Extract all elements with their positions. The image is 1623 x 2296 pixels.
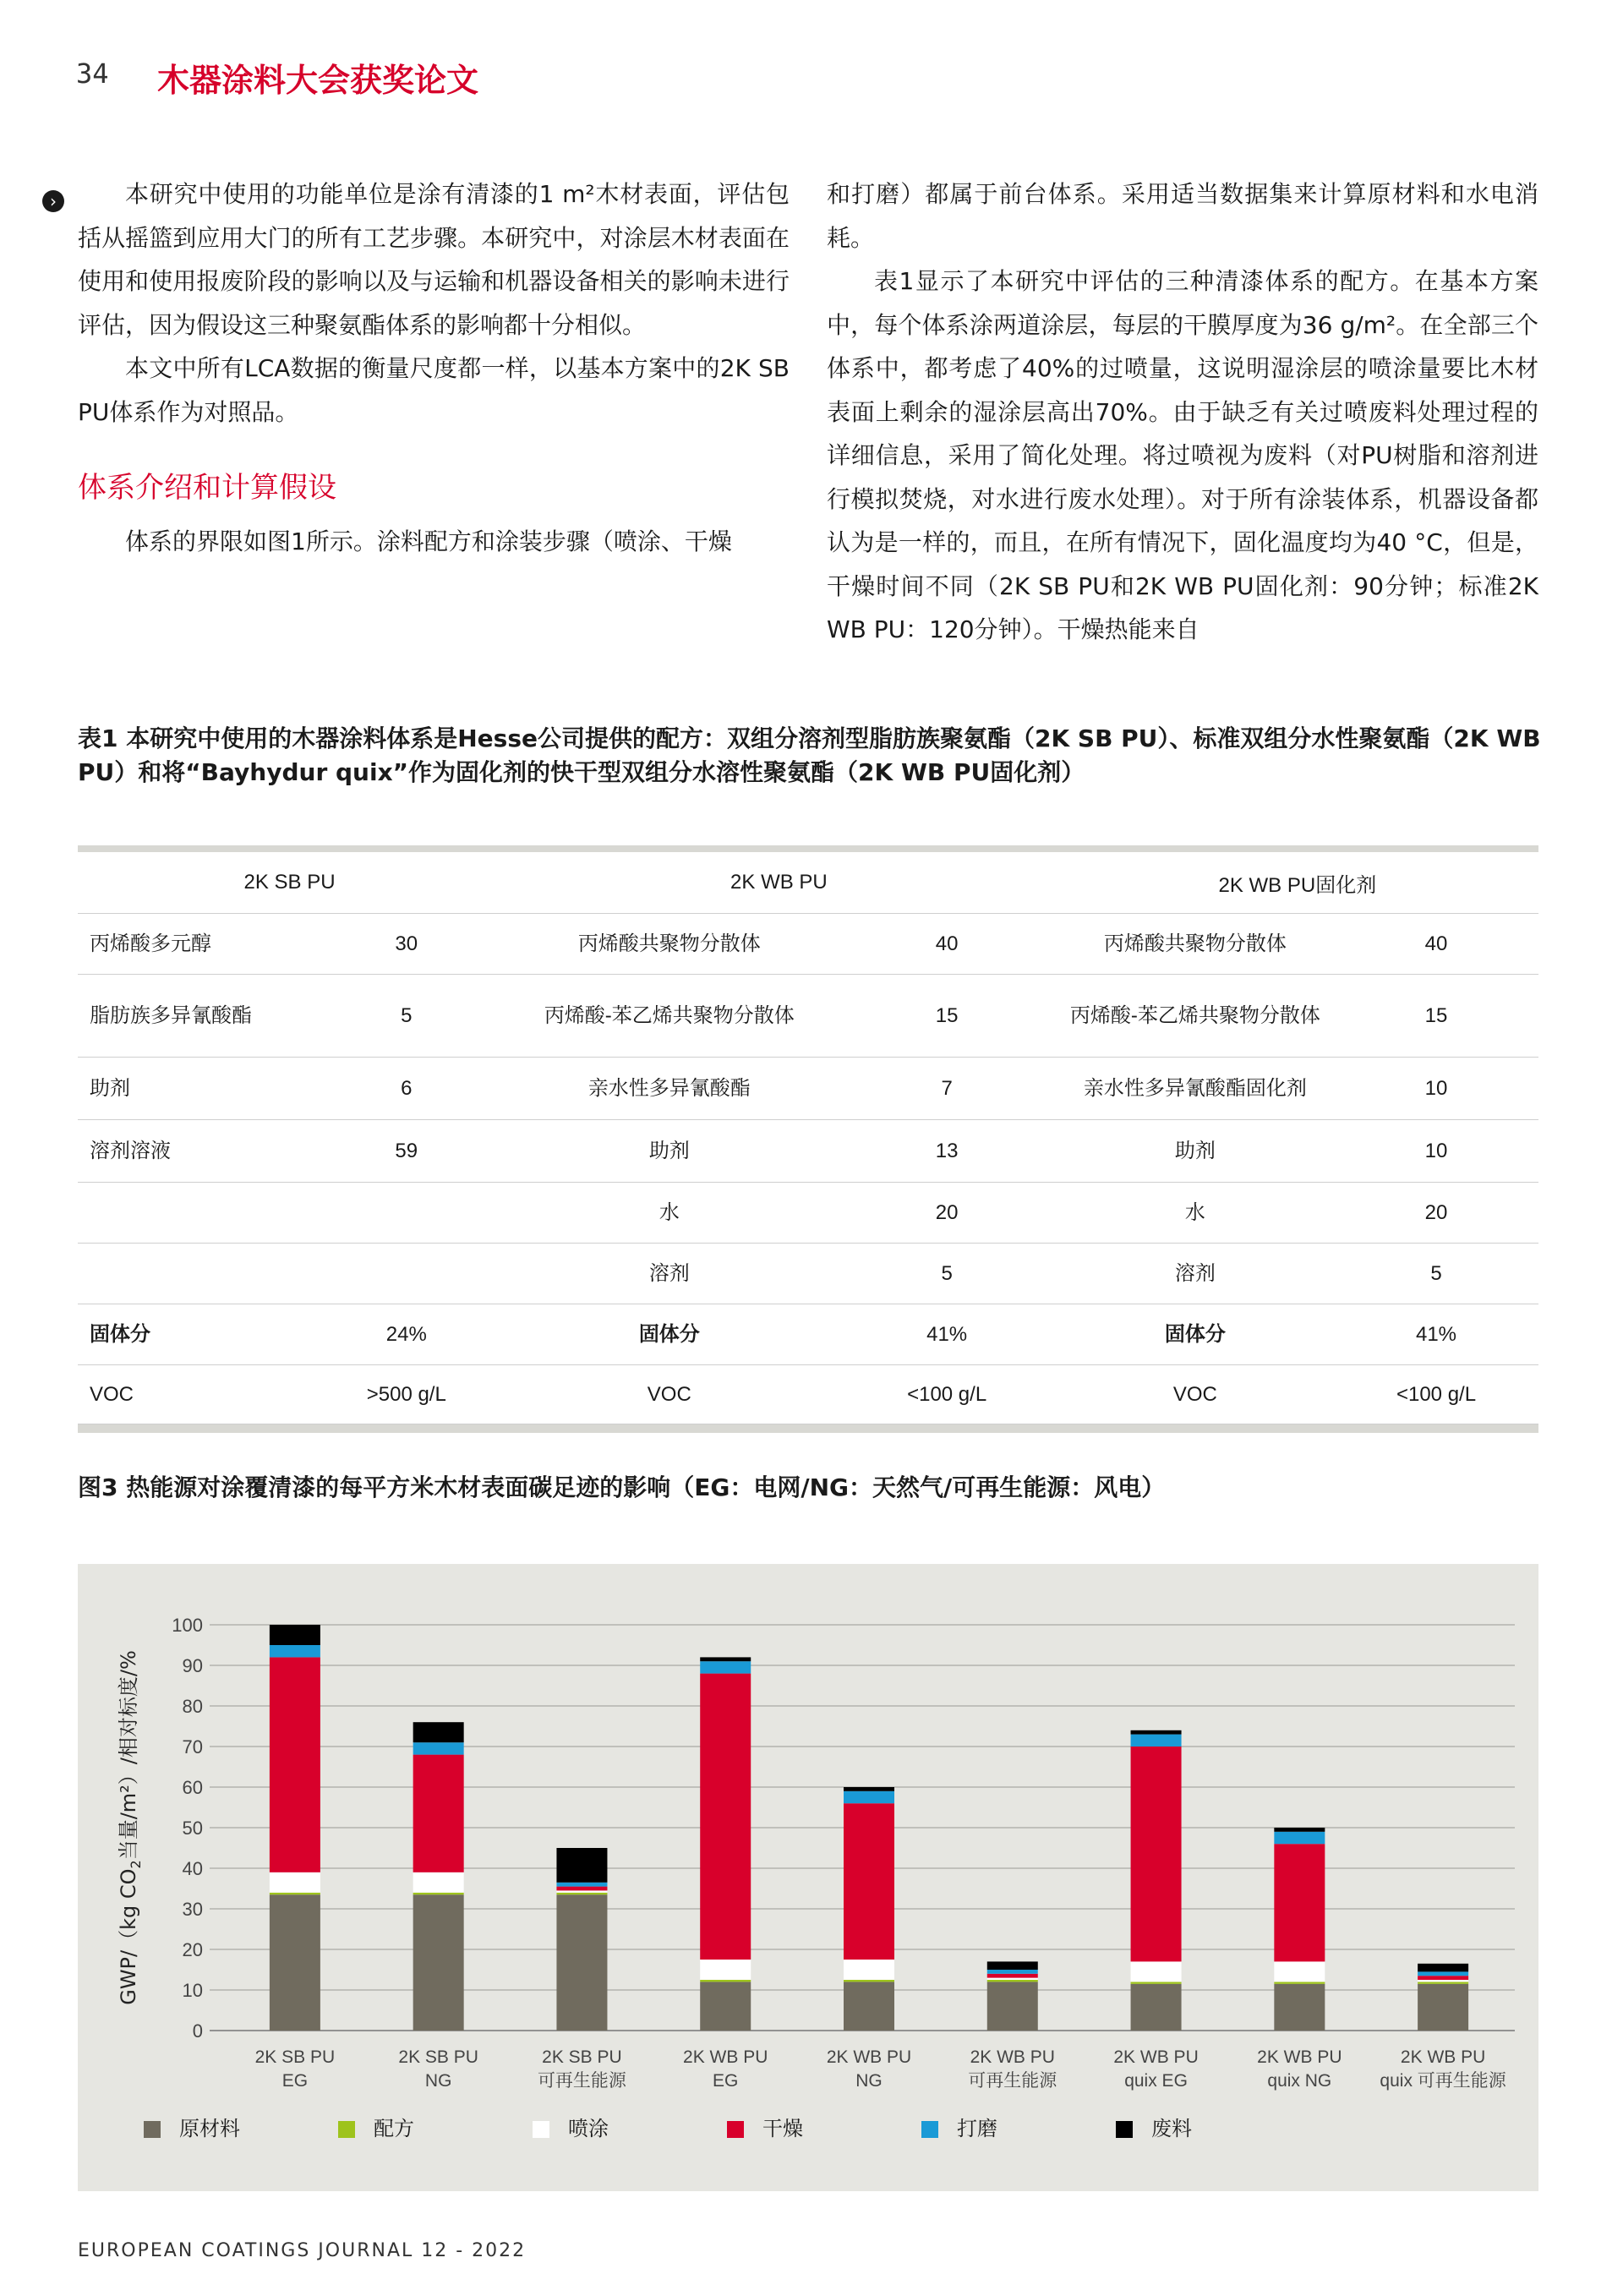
bar-segment bbox=[987, 1970, 1038, 1974]
column-header: 2K WB PU bbox=[501, 852, 1057, 914]
bar-segment bbox=[1131, 1747, 1182, 1961]
bar-segment bbox=[556, 1893, 607, 1894]
table-cell: <100 g/L bbox=[838, 1365, 1057, 1424]
bar-segment bbox=[1418, 1980, 1468, 1982]
body-paragraph: 体系的界限如图1所示。涂料配方和涂装步骤（喷涂、干燥 bbox=[125, 528, 732, 555]
table-cell: 亲水性多异氰酸酯 bbox=[501, 1058, 837, 1120]
table-cell: 丙烯酸-苯乙烯共聚物分散体 bbox=[1057, 975, 1334, 1058]
body-paragraph: 和打磨）都属于前台体系。采用适当数据集来计算原材料和水电消耗。 bbox=[827, 180, 1538, 252]
bar-segment bbox=[987, 1980, 1038, 1982]
x-tick-label: quix 可再生能源 bbox=[1380, 2071, 1506, 2091]
table-cell: 固体分 bbox=[501, 1304, 837, 1365]
table-cell: 水 bbox=[1057, 1183, 1334, 1244]
body-paragraph: 本研究中使用的功能单位是涂有清漆的1 m²木材表面，评估包括从摇篮到应用大门的所有工艺步骤。本研究中，对涂层木材表面在使用和使用报废阶段的影响以及与运输和机器设备相关的影响未进行评估，因为假设这三种聚氨酯体系的影响都十分相似。 bbox=[78, 180, 790, 339]
page-number: 34 bbox=[76, 57, 109, 90]
footer-journal: EUROPEAN COATINGS JOURNAL 12 - 2022 bbox=[78, 2240, 527, 2261]
table-cell: 丙烯酸共聚物分散体 bbox=[501, 914, 837, 975]
table-cell: 40 bbox=[838, 914, 1057, 975]
table-cell: 13 bbox=[838, 1120, 1057, 1183]
bar-segment bbox=[844, 1803, 894, 1960]
legend-item bbox=[727, 2112, 803, 2146]
chart-panel bbox=[78, 1564, 1538, 2191]
table-cell: 24% bbox=[311, 1304, 501, 1365]
table-cell: 5 bbox=[1334, 1244, 1538, 1304]
x-tick-label: NG bbox=[855, 2071, 883, 2091]
bar-segment bbox=[1274, 1828, 1325, 1832]
legend-item bbox=[144, 2112, 240, 2146]
bar-segment bbox=[700, 1980, 751, 1982]
table-cell: 脂肪族多异氰酸酯 bbox=[78, 975, 311, 1058]
table-cell: VOC bbox=[78, 1365, 311, 1424]
table-cell: 7 bbox=[838, 1058, 1057, 1120]
bar-segment bbox=[700, 1982, 751, 2031]
bar-segment bbox=[700, 1657, 751, 1661]
table-cell: 固体分 bbox=[1057, 1304, 1334, 1365]
legend-label: 废料 bbox=[1151, 2117, 1192, 2140]
chevron-right-icon[interactable]: › bbox=[42, 190, 64, 212]
bar-segment bbox=[844, 1791, 894, 1803]
table-cell bbox=[311, 1183, 501, 1244]
legend-swatch bbox=[533, 2121, 549, 2138]
bar-segment bbox=[270, 1657, 320, 1872]
bar-segment bbox=[844, 1980, 894, 1982]
table-row bbox=[78, 1120, 1538, 1183]
y-tick-label: 0 bbox=[192, 2020, 203, 2042]
bar-segment bbox=[987, 1978, 1038, 1980]
table-cell: 亲水性多异氰酸酯固化剂 bbox=[1057, 1058, 1334, 1120]
x-tick-label: quix EG bbox=[1124, 2071, 1188, 2091]
table-row bbox=[78, 914, 1538, 975]
bar-segment bbox=[1274, 1832, 1325, 1844]
table-cell: 5 bbox=[311, 975, 501, 1058]
legend-item bbox=[1116, 2112, 1192, 2146]
bar-segment bbox=[413, 1742, 464, 1754]
x-tick-label: 2K SB PU bbox=[254, 2047, 336, 2067]
bar-segment bbox=[844, 1982, 894, 2031]
bar-segment bbox=[1131, 1735, 1182, 1747]
y-tick-label: 60 bbox=[182, 1777, 203, 1798]
x-tick-label: 2K WB PU bbox=[1113, 2047, 1199, 2067]
x-tick-label: 可再生能源 bbox=[968, 2071, 1057, 2091]
bar-segment bbox=[413, 1893, 464, 1894]
y-axis-label: GWP/（kg $CO_2$当量/m²）/相对标度/% bbox=[117, 1650, 144, 2005]
table-cell: 丙烯酸-苯乙烯共聚物分散体 bbox=[501, 975, 837, 1058]
chart-legend bbox=[144, 2112, 1496, 2146]
legend-item bbox=[533, 2112, 609, 2146]
table-cell: VOC bbox=[501, 1365, 837, 1424]
y-tick-label: 30 bbox=[182, 1899, 203, 1920]
table-cell: 5 bbox=[838, 1244, 1057, 1304]
table-cell: VOC bbox=[1057, 1365, 1334, 1424]
x-tick-label: NG bbox=[424, 2071, 452, 2091]
table-cell: <100 g/L bbox=[1334, 1365, 1538, 1424]
bar-segment bbox=[700, 1960, 751, 1980]
y-tick-label: 80 bbox=[182, 1696, 203, 1717]
left-column bbox=[78, 172, 790, 564]
bar-segment bbox=[1131, 1982, 1182, 1983]
legend-swatch bbox=[338, 2121, 355, 2138]
bar-segment bbox=[556, 1848, 607, 1883]
bar-segment bbox=[844, 1960, 894, 1980]
bar-segment bbox=[270, 1625, 320, 1645]
bar-segment bbox=[700, 1661, 751, 1673]
x-tick-label: 2K WB PU bbox=[1257, 2047, 1342, 2067]
bar-segment bbox=[1274, 1844, 1325, 1961]
stacked-bar-chart bbox=[78, 1564, 1538, 2191]
bar-segment bbox=[413, 1894, 464, 2031]
legend-label: 喷涂 bbox=[568, 2117, 609, 2140]
table-row bbox=[78, 1183, 1538, 1244]
bar-segment bbox=[1274, 1982, 1325, 1983]
page-title: 木器涂料大会获奖论文 bbox=[157, 62, 479, 99]
table-cell: 15 bbox=[838, 975, 1057, 1058]
table bbox=[78, 852, 1538, 1424]
bar-segment bbox=[413, 1872, 464, 1893]
y-tick-label: 70 bbox=[182, 1736, 203, 1758]
bar-segment bbox=[270, 1645, 320, 1657]
table-cell: 41% bbox=[838, 1304, 1057, 1365]
table-row bbox=[78, 1058, 1538, 1120]
table-caption: 表1 本研究中使用的木器涂料体系是Hesse公司提供的配方：双组分溶剂型脂肪族聚氨酯（2K SB PU）、标准双组分水性聚氨酯（2K WB PU）和将“Bayhydur quix”作为固化剂的快干型双组分水溶性聚氨酯（2K WB PU固化剂） bbox=[78, 724, 1541, 786]
x-tick-label: 可再生能源 bbox=[537, 2071, 626, 2091]
bar-segment bbox=[556, 1883, 607, 1887]
x-tick-label: 2K WB PU bbox=[826, 2047, 912, 2067]
legend-label: 打磨 bbox=[957, 2117, 997, 2140]
table-cell bbox=[78, 1183, 311, 1244]
table-cell: 助剂 bbox=[1057, 1120, 1334, 1183]
table-cell: 溶剂溶液 bbox=[78, 1120, 311, 1183]
table-cell: 水 bbox=[501, 1183, 837, 1244]
bar-segment bbox=[556, 1890, 607, 1892]
bar-segment bbox=[700, 1674, 751, 1960]
bar-segment bbox=[1418, 1984, 1468, 2031]
y-tick-label: 20 bbox=[182, 1939, 203, 1960]
bar-segment bbox=[413, 1722, 464, 1742]
y-tick-label: 10 bbox=[182, 1980, 203, 2001]
table-cell: 20 bbox=[838, 1183, 1057, 1244]
legend-swatch bbox=[727, 2121, 744, 2138]
x-tick-label: 2K WB PU bbox=[1400, 2047, 1486, 2067]
legend-label: 原材料 bbox=[179, 2117, 240, 2140]
x-tick-label: 2K WB PU bbox=[970, 2047, 1055, 2067]
x-tick-label: 2K SB PU bbox=[398, 2047, 478, 2067]
legend-item bbox=[338, 2112, 414, 2146]
table-cell: 40 bbox=[1334, 914, 1538, 975]
table-cell: 20 bbox=[1334, 1183, 1538, 1244]
x-tick-label: 2K SB PU bbox=[542, 2047, 622, 2067]
bar-segment bbox=[1418, 1964, 1468, 1972]
bar-segment bbox=[1418, 1971, 1468, 1976]
y-tick-label: 90 bbox=[182, 1655, 203, 1676]
table-cell: 固体分 bbox=[78, 1304, 311, 1365]
legend-swatch bbox=[144, 2121, 161, 2138]
legend-label: 干燥 bbox=[762, 2117, 803, 2140]
body-paragraph: 表1显示了本研究中评估的三种清漆体系的配方。在基本方案中，每个体系涂两道涂层，每层的干膜厚度为36 g/m²。在全部三个体系中，都考虑了40%的过喷量，这说明湿涂层的喷涂量要比木材表面上剩余的湿涂层高出70%。由于缺乏有关过喷废料处理过程的详细信息，采用了简化处理。将过喷视为废料（对PU树脂和溶剂进行模拟焚烧，对水进行废水处理）。对于所有涂装体系，机器设备都认为是一样的，而且，在所有情况下，固化温度均为40 °C，但是，干燥时间不同（2K SB PU和2K WB PU固化剂：90分钟；标准2K WB PU：120分钟）。干燥热能来自 bbox=[827, 267, 1538, 643]
table-cell bbox=[311, 1244, 501, 1304]
body-paragraph: 本文中所有LCA数据的衡量尺度都一样，以基本方案中的2K SB PU体系作为对照品。 bbox=[78, 354, 790, 426]
column-header: 2K SB PU bbox=[78, 852, 501, 914]
x-tick-label: EG bbox=[281, 2071, 309, 2091]
column-header: 2K WB PU固化剂 bbox=[1057, 852, 1538, 914]
bar-segment bbox=[987, 1974, 1038, 1978]
table-cell: 15 bbox=[1334, 975, 1538, 1058]
table-cell: 助剂 bbox=[501, 1120, 837, 1183]
table-row bbox=[78, 1304, 1538, 1365]
legend-item bbox=[921, 2112, 997, 2146]
table-cell bbox=[78, 1244, 311, 1304]
bar-segment bbox=[1274, 1984, 1325, 2031]
table-row bbox=[78, 1365, 1538, 1424]
bar-segment bbox=[1131, 1984, 1182, 2031]
table-cell: 丙烯酸共聚物分散体 bbox=[1057, 914, 1334, 975]
section-heading: 体系介绍和计算假设 bbox=[78, 471, 336, 505]
table-cell: 41% bbox=[1334, 1304, 1538, 1365]
table-cell: 10 bbox=[1334, 1120, 1538, 1183]
legend-swatch bbox=[1116, 2121, 1133, 2138]
bar-segment bbox=[987, 1961, 1038, 1970]
formulation-table bbox=[78, 845, 1538, 1433]
bar-segment bbox=[556, 1887, 607, 1891]
x-tick-label: quix NG bbox=[1267, 2071, 1332, 2091]
legend-swatch bbox=[921, 2121, 938, 2138]
figure-caption: 图3 热能源对涂覆清漆的每平方米木材表面碳足迹的影响（EG：电网/NG：天然气/可再生能源：风电） bbox=[78, 1473, 1166, 1501]
table-cell: 10 bbox=[1334, 1058, 1538, 1120]
bar-segment bbox=[270, 1894, 320, 2031]
table-bottom-rule bbox=[78, 1424, 1538, 1433]
bar-segment bbox=[1418, 1982, 1468, 1983]
bar-segment bbox=[1131, 1961, 1182, 1982]
table-header-row bbox=[78, 852, 1538, 914]
y-tick-label: 100 bbox=[172, 1615, 203, 1636]
x-tick-label: 2K WB PU bbox=[683, 2047, 768, 2067]
legend-label: 配方 bbox=[374, 2117, 414, 2140]
table-cell: 溶剂 bbox=[1057, 1244, 1334, 1304]
bar-segment bbox=[1274, 1961, 1325, 1982]
bar-segment bbox=[844, 1787, 894, 1791]
table-row bbox=[78, 975, 1538, 1058]
table-top-rule bbox=[78, 845, 1538, 852]
bar-segment bbox=[1418, 1976, 1468, 1980]
y-tick-label: 40 bbox=[182, 1858, 203, 1879]
bar-segment bbox=[987, 1982, 1038, 2031]
table-cell: 30 bbox=[311, 914, 501, 975]
table-cell: 丙烯酸多元醇 bbox=[78, 914, 311, 975]
table-row bbox=[78, 1244, 1538, 1304]
table-cell: 6 bbox=[311, 1058, 501, 1120]
table-cell: 59 bbox=[311, 1120, 501, 1183]
right-column bbox=[827, 172, 1538, 652]
table-cell: >500 g/L bbox=[311, 1365, 501, 1424]
table-cell: 溶剂 bbox=[501, 1244, 837, 1304]
bar-segment bbox=[1131, 1730, 1182, 1735]
bar-segment bbox=[270, 1893, 320, 1894]
bar-segment bbox=[413, 1755, 464, 1872]
bar-segment bbox=[556, 1894, 607, 2031]
x-tick-label: EG bbox=[713, 2071, 739, 2091]
bar-segment bbox=[270, 1872, 320, 1893]
y-tick-label: 50 bbox=[182, 1818, 203, 1839]
table-cell: 助剂 bbox=[78, 1058, 311, 1120]
